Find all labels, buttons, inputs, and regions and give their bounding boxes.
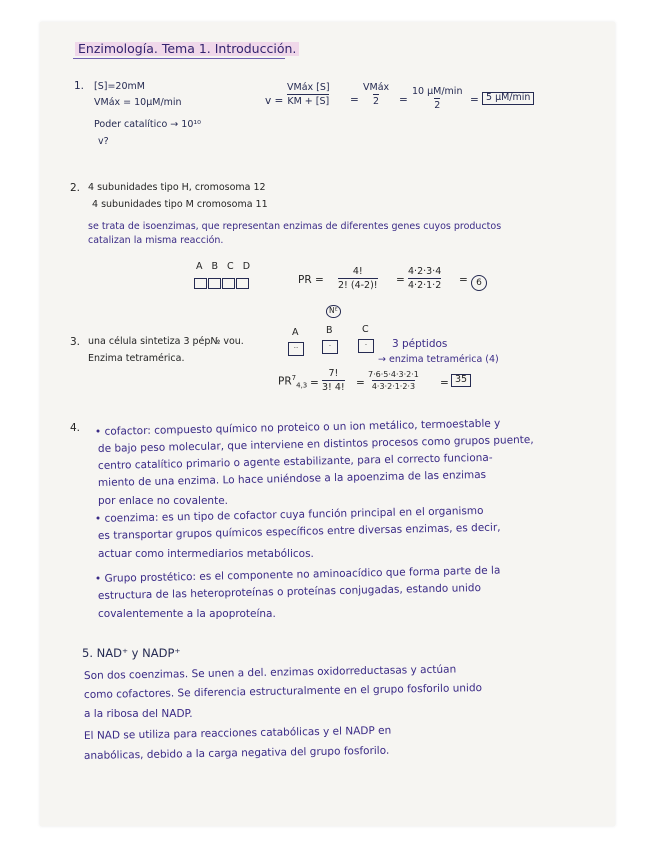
q1-fraction-den: 2 <box>434 100 441 111</box>
q3-peptide-label: C <box>362 324 369 335</box>
peptide-square: · <box>358 339 374 353</box>
q1-equals: = <box>350 94 359 106</box>
q1-fraction-den: KM + [S] <box>287 96 330 107</box>
q1-line: VMáx = 10μM/min <box>94 97 182 108</box>
q2-equals: = <box>396 274 405 286</box>
q5-line: a la ribosa del NADP. <box>84 708 193 720</box>
q1-line: [S]=20mM <box>94 81 145 92</box>
subunit-square <box>236 278 249 289</box>
q3-fraction <box>322 368 345 393</box>
q3-note: → enzima tetramérica (4) <box>378 354 499 365</box>
notebook-page <box>40 22 615 826</box>
q4-line: miento de una enzima. Lo hace uniéndose a la apoenzima de las enzimas <box>97 468 487 489</box>
q1-line: Poder catalítico → 10¹⁰ <box>94 119 201 130</box>
q3-fraction-num: 7·6·5·4·3·2·1 <box>368 370 419 379</box>
q1-fraction-vmax <box>363 82 389 107</box>
q3-number: 3. <box>70 336 81 348</box>
q3-line: una célula sintetiza 3 pép№ vou. <box>88 336 244 347</box>
q5-line: como cofactores. Se diferencia estructuralmente en el grupo fosforilo unido <box>83 682 483 701</box>
q4-line: • Grupo prostético: es el componente no aminoacídico que forma parte de la <box>94 564 501 585</box>
q1-fraction-den: 2 <box>373 96 380 107</box>
q3-pr-sup: 7 <box>291 374 297 382</box>
q5-heading: 5. NAD⁺ y NADP⁺ <box>82 646 181 660</box>
q3-line: Enzima tetramérica. <box>88 353 185 364</box>
q3-pr-label <box>278 374 307 390</box>
q1-line: v? <box>98 136 109 147</box>
q1-fraction-numeric <box>412 86 462 111</box>
q3-peptide-label: B <box>326 325 333 336</box>
subunit-square <box>222 278 235 289</box>
q2-result: 6 <box>471 275 487 291</box>
q4-line: centro catalítico primario o agente estabilizante, para el correcto funciona- <box>97 451 493 472</box>
q3-pr-sub: 4,3 <box>296 381 308 390</box>
q3-fraction-den: 3! 4! <box>322 382 345 393</box>
q3-equals: = <box>310 377 319 389</box>
q3-result-box: 35 <box>451 374 471 387</box>
q1-result-box: 5 μM/min <box>482 92 534 105</box>
subunit-square <box>208 278 221 289</box>
q4-line: por enlace no covalente. <box>98 495 228 507</box>
q5-line: Son dos coenzimas. Se unen a del. enzimas oxidorreductasas y actúan <box>83 663 457 682</box>
q2-text: catalizan la misma reacción. <box>88 235 224 246</box>
q3-peptide-label: A <box>292 327 299 338</box>
page-title: Enzimología. Tema 1. Introducción. <box>75 42 299 56</box>
q2-line: 4 subunidades tipo H, cromosoma 12 <box>88 182 266 193</box>
q2-result-circle <box>471 271 487 291</box>
q4-line: de bajo peso molecular, que interviene en distintos procesos como grupos puente, <box>97 433 534 455</box>
q2-fraction-pr <box>338 266 378 291</box>
q2-fraction-num: 4·2·3·4 <box>408 266 442 277</box>
q4-number: 4. <box>70 422 81 434</box>
q4-line: estructura de las heteroproteínas o proteínas conjugadas, estando unido <box>97 581 482 602</box>
q2-line: 4 subunidades tipo M cromosoma 11 <box>92 199 268 210</box>
q3-fraction-num: 7! <box>328 368 339 379</box>
q2-fraction-den: 4·2·1·2 <box>408 280 442 291</box>
q2-subunit-letters: A B C D <box>196 261 254 272</box>
q1-v-label: v = <box>265 95 284 107</box>
q3-fraction-calc <box>368 370 419 391</box>
q1-equals: = <box>470 94 479 106</box>
q3-fraction-den: 4·3·2·1·2·3 <box>371 382 416 391</box>
q3-pr-text: PR <box>278 375 292 388</box>
q5-line: El NAD se utiliza para reacciones catabólicas y el NADP en <box>83 724 392 742</box>
q1-fraction-num: VMáx [S] <box>287 82 330 93</box>
q2-pr-label: PR = <box>298 274 324 286</box>
title-underline <box>73 58 285 59</box>
q2-equals: = <box>459 274 468 286</box>
q1-equals: = <box>399 94 408 106</box>
peptide-square: ·· <box>288 342 304 356</box>
peptide-square: · <box>322 340 338 354</box>
q5-line: anabólicas, debido a la carga negativa del grupo fosforilo. <box>83 744 390 762</box>
q2-fraction-calc <box>408 266 441 291</box>
q3-equals: = <box>440 377 449 389</box>
q2-note: Nᴱ <box>326 305 341 318</box>
q2-text: se trata de isoenzimas, que representan enzimas de diferentes genes cuyos productos <box>88 221 502 232</box>
q4-line: actuar como intermediarios metabólicos. <box>98 548 314 560</box>
q3-note: 3 péptidos <box>392 338 448 350</box>
q2-number: 2. <box>70 182 81 194</box>
q1-fraction-num: VMáx <box>363 82 390 93</box>
q3-equals: = <box>356 377 365 389</box>
q1-number: 1. <box>74 80 85 92</box>
q4-line: es transportar grupos químicos específicos entre diversas enzimas, es decir, <box>97 521 501 542</box>
q2-fraction-num: 4! <box>352 266 363 277</box>
q1-fraction-mm <box>287 82 330 107</box>
q1-fraction-num: 10 μM/min <box>412 86 463 97</box>
q2-fraction-den: 2! (4-2)! <box>338 280 378 291</box>
q4-line: covalentemente a la apoproteína. <box>98 608 276 620</box>
q4-line: • coenzima: es un tipo de cofactor cuya función principal en el organismo <box>94 504 484 525</box>
q4-line: • cofactor: compuesto químico no proteico o un ion metálico, termoestable y <box>94 417 501 438</box>
subunit-square <box>194 278 207 289</box>
